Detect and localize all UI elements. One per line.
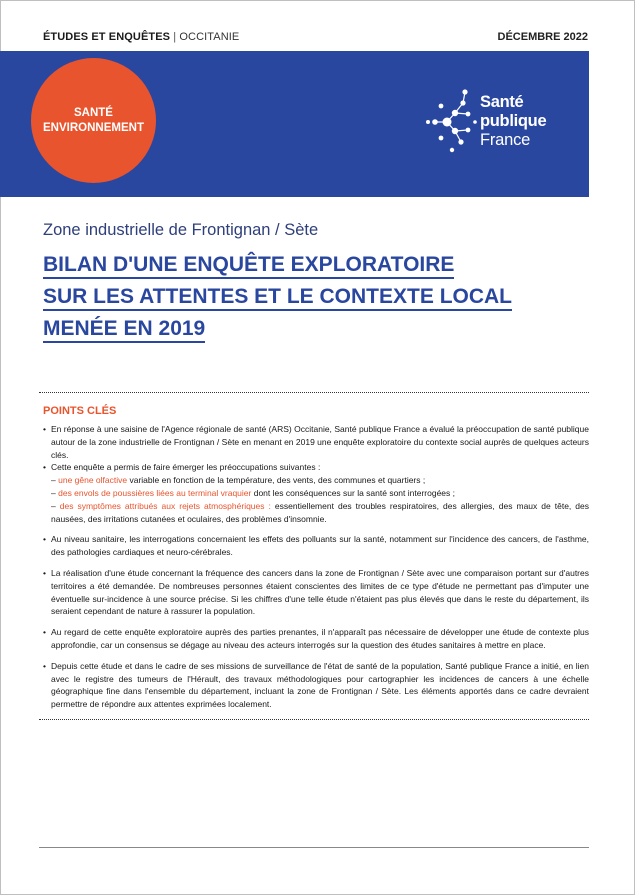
- bullet-icon: •: [43, 534, 46, 545]
- key-point-1-text: En réponse à une saisine de l'Agence régionale de santé (ARS) Occitanie, Santé publique France a évalué la préoccupation de santé publique autour de la zone industrielle de Frontignan / Sète en menant en 2019 une enquête exploratoire du contexte social auprès de quelques acteurs clés.: [51, 424, 589, 460]
- theme-badge: [31, 58, 156, 183]
- logo-line3: France: [480, 131, 531, 149]
- key-point-4: [43, 567, 589, 618]
- title-line-3: MENÉE EN 2019: [43, 317, 205, 343]
- bullet-icon: •: [43, 627, 46, 638]
- key-points-list: [43, 423, 589, 711]
- sante-publique-france-logo: [425, 86, 575, 158]
- series-separator: |: [173, 31, 177, 43]
- section-divider-bottom: [39, 847, 589, 848]
- publication-date: DÉCEMBRE 2022: [497, 31, 588, 43]
- key-point-6: [43, 660, 589, 711]
- key-point-4-text: La réalisation d'une étude concernant la fréquence des cancers dans la zone de Frontignan / Sète avec une comparaison portant sur d'autres territoires a été demandée. De nombreuses personnes étaient conscientes des limites de ce type d'étude ne permettant pas d'imputer une éventuelle sur-incidence à une source précise. Si les chiffres d'une telle étude n'étaient pas plus élevés que dans le reste du département, ils seraient cependant de nature à rassurer la population.: [51, 567, 589, 617]
- bullet-icon: •: [43, 567, 46, 578]
- key-point-5-text: Au regard de cette enquête exploratoire auprès des parties prenantes, il n'apparaît pas nécessaire de développer une étude de contexte plus approfondie, car un consensus se dégage au niveau des acteurs interrogés sur la question des études sanitaires à mettre en place.: [51, 627, 589, 650]
- logo-wordmark: [480, 93, 546, 150]
- document-title: [43, 249, 583, 345]
- key-point-2-sub-2-text: dont les conséquences sur la santé sont interrogées ;: [251, 487, 456, 498]
- bullet-icon: •: [43, 660, 46, 671]
- dash-icon: –: [51, 487, 56, 498]
- title-line-1: BILAN D'UNE ENQUÊTE EXPLORATOIRE: [43, 253, 454, 279]
- bullet-icon: •: [43, 424, 46, 434]
- key-point-1: [43, 423, 589, 461]
- logo-line1: Santé: [480, 93, 524, 111]
- theme-badge-line1: SANTÉ: [74, 106, 113, 119]
- document-series: [43, 31, 239, 43]
- key-point-2-sub-1-highlight: une gêne olfactive: [58, 475, 128, 486]
- key-point-3-text: Au niveau sanitaire, les interrogations concernaient les effets des polluants sur la santé, notamment sur l'incidence des cancers, de l'asthme, des pathologies cardiaques et neuro-cérébrales.: [51, 534, 589, 558]
- key-point-2-sub-3-text: essentiellement des troubles respiratoires, des allergies, des maux de tête, des nausées, des irritations cutanées et oculaires, des problèmes d'insomnie.: [51, 500, 589, 524]
- key-point-3: [43, 533, 589, 559]
- region-label: OCCITANIE: [179, 31, 240, 43]
- bullet-icon: •: [43, 462, 46, 473]
- key-point-2-intro: Cette enquête a permis de faire émerger les préoccupations suivantes :: [51, 462, 321, 473]
- molecule-icon: [425, 86, 480, 158]
- document-subtitle: Zone industrielle de Frontignan / Sète: [43, 221, 319, 239]
- section-divider-middle: [39, 719, 589, 720]
- key-point-2-sub-1-text: variable en fonction de la température, des vents, des communes et quartiers ;: [127, 475, 426, 486]
- key-point-2-sub-1: [51, 474, 589, 487]
- series-label: ÉTUDES ET ENQUÊTES: [43, 31, 171, 43]
- key-point-2-sub-2: [51, 487, 589, 500]
- dash-icon: –: [51, 500, 56, 511]
- key-points-heading: POINTS CLÉS: [43, 405, 117, 417]
- dash-icon: –: [51, 475, 56, 486]
- key-point-2-sub-3: [51, 500, 589, 526]
- title-line-2: SUR LES ATTENTES ET LE CONTEXTE LOCAL: [43, 285, 512, 311]
- key-point-5: [43, 626, 589, 652]
- key-point-6-text: Depuis cette étude et dans le cadre de ses missions de surveillance de l'état de santé de la population, Santé publique France a initié, en lien avec le registre des tumeurs de l'Hérault, des travaux méthodologiques pour cartographier les incidences de cancers à une échelle géographique fine dans l'ensemble du département, incluant la zone de Frontignan / Sète. Les éléments apportés dans ce cadre devraient permettre de répondre aux attentes exprimées localement.: [51, 660, 589, 710]
- key-point-2-sub-3-highlight: des symptômes attribués aux rejets atmosphériques :: [59, 500, 271, 511]
- key-point-2: [43, 461, 589, 525]
- theme-badge-line2: ENVIRONNEMENT: [43, 121, 144, 134]
- key-point-2-sub-2-highlight: des envols de poussières liées au terminal vraquier: [58, 487, 252, 498]
- logo-line2: publique: [480, 112, 547, 130]
- section-divider-top: [39, 392, 589, 393]
